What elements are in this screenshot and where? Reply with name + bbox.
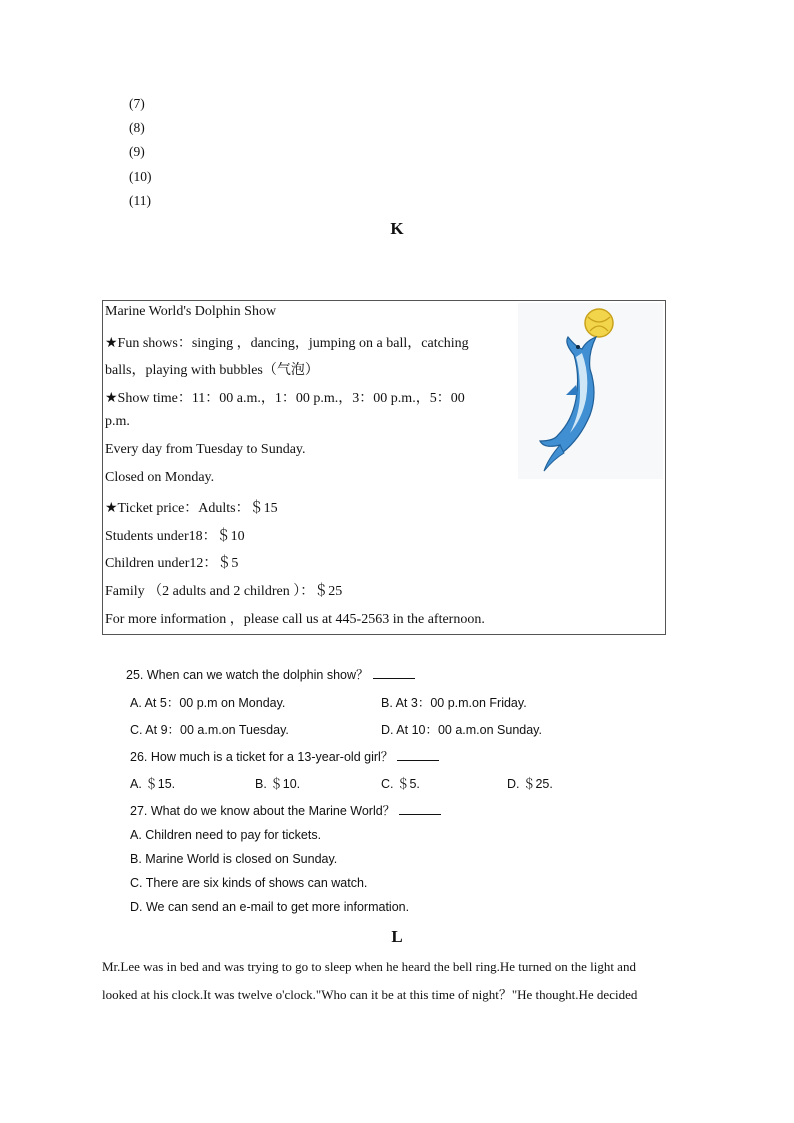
question-26-stem: 26. How much is a ticket for a 13-year-old girl？	[130, 750, 394, 764]
item-8: (8)	[129, 120, 145, 135]
ad-fun-shows-line2: balls，playing with bubbles（气泡）	[105, 363, 319, 378]
ad-more-info: For more information ，please call us at 445-2563 in the afternoon.	[105, 612, 485, 627]
question-27-stem: 27. What do we know about the Marine World？	[130, 804, 396, 818]
answer-blank-25	[373, 666, 415, 679]
question-25	[126, 665, 415, 683]
q25-option-c: C. At 9：00 a.m.on Tuesday.	[130, 723, 289, 737]
dolphin-with-ball-icon	[518, 303, 663, 479]
q25-option-d: D. At 10：00 a.m.on Sunday.	[381, 723, 542, 737]
q27-option-b: B. Marine World is closed on Sunday.	[130, 852, 338, 866]
ad-days: Every day from Tuesday to Sunday.	[105, 442, 306, 457]
question-27	[130, 801, 441, 819]
answer-blank-26	[397, 748, 439, 761]
ad-students-price: Students under18：＄10	[105, 529, 245, 544]
q26-option-b: B. ＄10.	[255, 777, 301, 791]
ad-show-time-line1: ★Show time：11：00 a.m.，1：00 p.m.，3：00 p.m.，5：00	[105, 391, 465, 406]
ad-ticket-price: ★Ticket price：Adults：＄15	[105, 501, 278, 516]
q27-option-a: A. Children need to pay for tickets.	[130, 828, 322, 842]
passage-line-2: looked at his clock.It was twelve o'clock."Who can it be at this time of night？"He thought.He decided	[102, 987, 638, 1002]
answer-blank-27	[399, 802, 441, 815]
section-heading-k: K	[390, 219, 404, 238]
ad-closed: Closed on Monday.	[105, 470, 215, 485]
q27-option-c: C. There are six kinds of shows can watch.	[130, 876, 368, 890]
question-25-stem: 25. When can we watch the dolphin show？	[126, 668, 369, 682]
section-heading-l: L	[391, 927, 403, 946]
q26-option-d: D. ＄25.	[507, 777, 553, 791]
q25-option-b: B. At 3：00 p.m.on Friday.	[381, 696, 527, 710]
ad-family-price: Family （2 adults and 2 children ）：＄25	[105, 584, 343, 599]
q25-option-a: A. At 5：00 p.m on Monday.	[130, 696, 286, 710]
ad-show-time-line2: p.m.	[105, 414, 130, 429]
dolphin-illustration	[518, 303, 663, 479]
question-26	[130, 747, 439, 765]
dolphin-show-ad	[102, 300, 666, 635]
q26-option-c: C. ＄5.	[381, 777, 420, 791]
item-10: (10)	[129, 169, 152, 184]
ad-title: Marine World's Dolphin Show	[105, 304, 277, 319]
q26-option-a: A. ＄15.	[130, 777, 176, 791]
ad-fun-shows-line1: ★Fun shows：singing ，dancing，jumping on a ball，catching	[105, 336, 469, 351]
item-11: (11)	[129, 193, 151, 208]
passage-line-1: Mr.Lee was in bed and was trying to go to sleep when he heard the bell ring.He turned on the light and	[102, 959, 636, 974]
item-7: (7)	[129, 96, 145, 111]
q27-option-d: D. We can send an e-mail to get more information.	[130, 900, 410, 914]
ball-icon	[585, 309, 613, 337]
item-9: (9)	[129, 144, 145, 159]
ad-children-price: Children under12：＄5	[105, 556, 239, 571]
